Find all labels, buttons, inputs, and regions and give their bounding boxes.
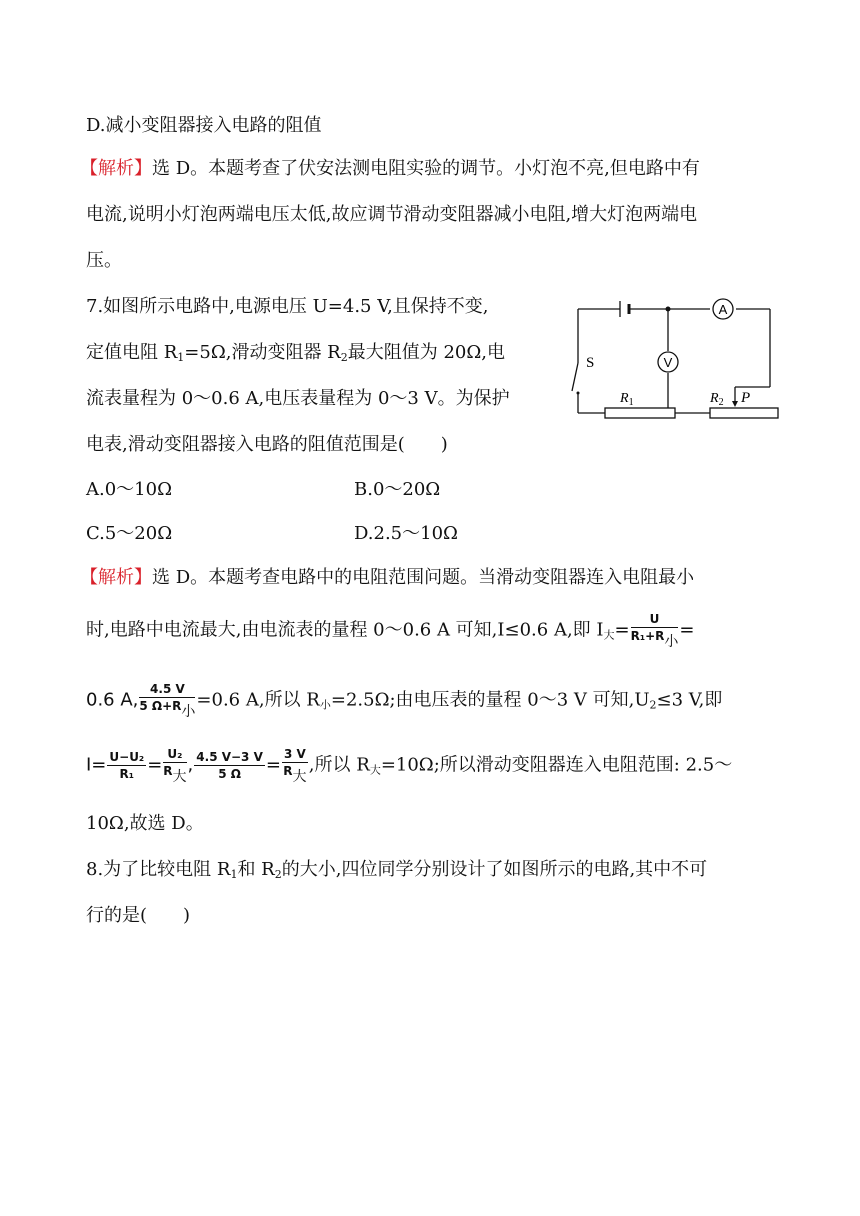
battery-icon <box>620 301 629 317</box>
prev-option-d: D.减小变阻器接入电路的阻值 <box>86 115 322 136</box>
q7-option-a: A.0～10Ω <box>86 479 173 500</box>
ammeter-label: A <box>718 302 728 317</box>
fraction-1: $\frac{\text{U−U₂}}{\text{R₁}}$ <box>109 750 145 781</box>
analysis-7-line-1: 【解析】选 D。本题考查电路中的电阻范围问题。当滑动变阻器连入电阻最小 <box>80 567 695 588</box>
fraction-u-over-r: $\frac{U}{\text{R₁+R小}}$ <box>630 612 679 650</box>
q7-line-3: 流表量程为 0～0.6 A,电压表量程为 0～3 V。为保护 <box>86 388 510 409</box>
fraction-2: $\frac{\text{U₂}}{\text{R大}}$ <box>163 747 187 785</box>
fraction-4-5v: $\frac{4.5 V}{\text{5 Ω+R小}}$ <box>139 682 196 720</box>
resistor-r2-icon <box>709 390 778 418</box>
analysis-6-line-2: 电流,说明小灯泡两端电压太低,故应调节滑动变阻器减小电阻,增大灯泡两端电 <box>86 204 698 225</box>
q7-line-2: 定值电阻 $R_1=5\Omega$,滑动变阻器 $R_2$最大阻值为 20Ω,电 <box>86 342 506 364</box>
analysis-7-line-2: 时,电路中电流最大,由电流表的量程 0～0.6 A 可知,I≤0.6 A,即 $I_大=$ $\frac{U}{\text{R₁+R小}}$ = <box>86 612 695 650</box>
r1-label: $R_1$ <box>620 391 634 408</box>
analysis-7-line-3: 0.6 A, $\frac{4.5 V}{\text{5 Ω+R小}}$ =0.6 A,所以 $R_小=2.5\Omega$;由电压表的量程 0～3 V 可知$,U_2\le 3$ V,即 <box>86 682 723 720</box>
analysis-tag: 【解析】 <box>80 567 152 588</box>
switch-icon <box>572 355 594 395</box>
circuit-diagram <box>570 295 780 425</box>
q7-option-d: D.2.5～10Ω <box>354 523 458 544</box>
q7-option-c: C.5～20Ω <box>86 523 173 544</box>
slider-label: P <box>741 390 751 406</box>
junction-top <box>666 307 671 312</box>
fraction-3: $\frac{4.5 V-3 V}{5 \Omega}$ <box>196 750 263 781</box>
slider-arrow-icon <box>732 401 738 407</box>
switch-label: S <box>586 355 595 371</box>
q7-line-1: 7.如图所示电路中,电源电压 U=4.5 V,且保持不变, <box>86 296 489 317</box>
analysis-7-line-5: 10Ω,故选 D。 <box>86 813 204 834</box>
resistor-r1-icon <box>605 391 675 418</box>
fraction-4: $\frac{3 V}{\text{R大}}$ <box>283 747 307 785</box>
q8-line-1: 8.为了比较电阻 $R_1$和 $R_2$的大小,四位同学分别设计了如图所示的电路,其中不可 <box>86 859 708 881</box>
voltmeter-icon <box>658 352 678 372</box>
q7-option-b: B.0～20Ω <box>354 479 441 500</box>
voltmeter-label: V <box>663 355 673 370</box>
ammeter-icon <box>713 299 733 319</box>
analysis-6-line-3: 压。 <box>86 250 122 271</box>
q7-line-4: 电表,滑动变阻器接入电路的阻值范围是( ) <box>86 434 448 455</box>
q8-line-2: 行的是( ) <box>86 905 191 926</box>
analysis-6-line-1 <box>80 157 700 181</box>
analysis-6-text-1: 选 D。本题考查了伏安法测电阻实验的调节。小灯泡不亮,但电路中有 <box>152 158 700 179</box>
analysis-tag: 【解析】 <box>80 158 152 179</box>
analysis-7-line-4: I= $\frac{\text{U−U₂}}{\text{R₁}}$ = $\frac{\text{U₂}}{\text{R大}}$ , $\frac{4.5 V-3 V}{5 \Omega}$ = $\frac{3 V}{\text{R大}}$ ,所以 $R_大=10\Omega$;所以滑动变阻器连入电阻范围: 2.5～ <box>86 747 733 785</box>
r2-label: $R_2$ <box>710 391 724 408</box>
